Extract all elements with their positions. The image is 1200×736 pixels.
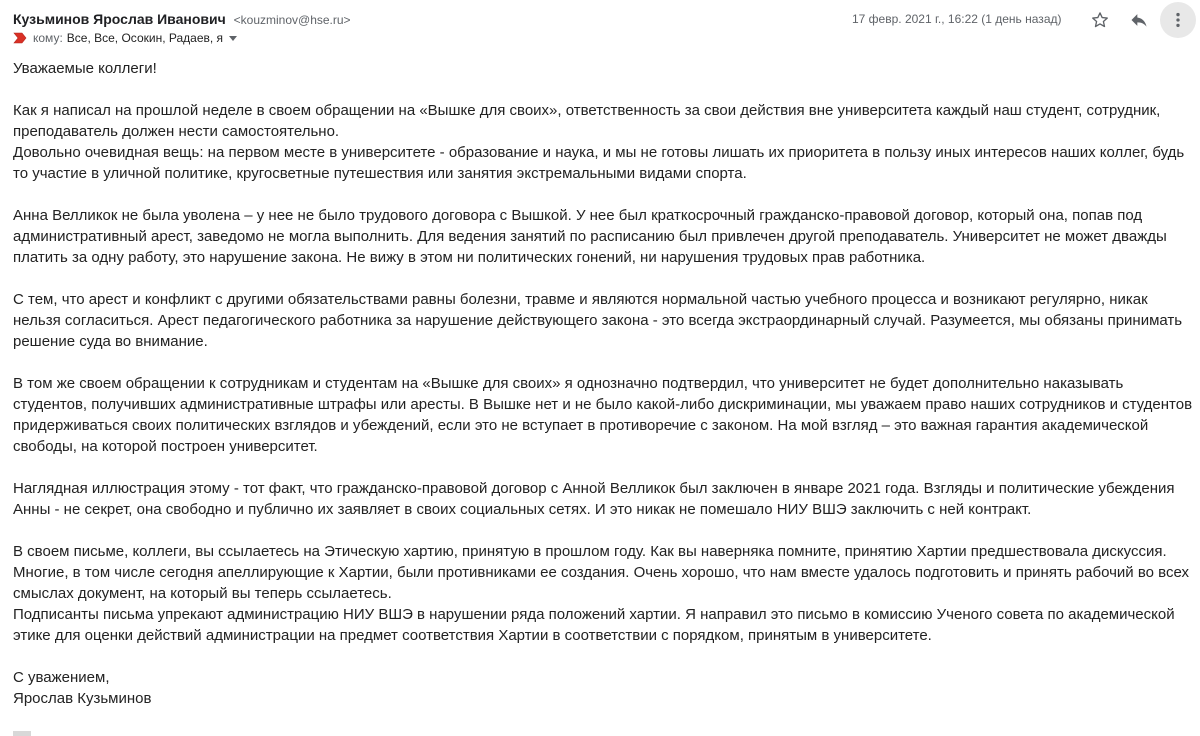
closing-text: С уважением, [13, 669, 110, 686]
paragraph [13, 100, 1193, 184]
attachment-edge [13, 731, 31, 736]
paragraph-line: Анны - не секрет, она свободно и публично их заявляет в своих социальных сетях. И это никак не помешало НИУ ВШЭ заключить с ней контракт. [13, 501, 1032, 518]
message-date: 17 февр. 2021 г., 16:22 (1 день назад) [852, 12, 1062, 26]
recipients-list: Все, Все, Осокин, Радаев, я [66, 31, 224, 45]
more-vertical-icon [1168, 10, 1188, 30]
paragraph-line: платить за одну работу, это нарушение закона. Не вижу в этом ни политических гонений, ни нарушения трудовых прав работника. [13, 249, 926, 266]
message-body [13, 58, 1193, 709]
sender-line [13, 10, 351, 29]
paragraph-line: студентов, получивших административные штрафы или аресты. В Вышке нет и не было какой-либо дискриминации, мы уважаем право наших сотрудников и студентов [13, 396, 1193, 413]
more-options-button[interactable] [1160, 2, 1196, 38]
paragraph-line: решение суда во внимание. [13, 333, 208, 350]
paragraph-line: Многие, в том числе сегодня апеллирующие к Хартии, были противниками ее создания. Очень хорошо, что нам вместе удалось подготовить и принять рабочий во всех [13, 564, 1189, 581]
signature-name: Ярослав Кузьминов [13, 690, 152, 707]
paragraph-line: административный арест, заведомо не могла выполнить. Для ведения занятий по расписанию был привлечен другой преподаватель. Университет не может дважды [13, 228, 1167, 245]
paragraph-line: Довольно очевидная вещь: на первом месте в университете - образование и наука, и мы не готовы лишать их приоритета в пользу иных интересов наших коллег, будь [13, 144, 1185, 161]
paragraph-line: то участие в уличной политике, кругосветные путешествия или занятия экстремальными видами спорта. [13, 165, 747, 182]
paragraph [13, 289, 1193, 352]
chevron-down-icon[interactable] [229, 36, 237, 41]
recipients-line [13, 30, 237, 46]
paragraph [13, 205, 1193, 268]
important-marker-icon[interactable] [13, 32, 27, 44]
star-button[interactable] [1084, 4, 1116, 36]
paragraph-line: этике для оценки действий администрации на предмет соответствия Хартии в соответствии с порядком, принятым в университете. [13, 627, 932, 644]
to-label: кому: [33, 31, 63, 45]
reply-button[interactable] [1123, 4, 1155, 36]
sender-name[interactable]: Кузьминов Ярослав Иванович [13, 11, 226, 27]
greeting [13, 58, 1193, 79]
message-header [0, 0, 1200, 52]
paragraph-line: свободы, на которой построен университет. [13, 438, 318, 455]
paragraph-line: Наглядная иллюстрация этому - тот факт, что гражданско-правовой договор с Анной Велликок был заключен в январе 2021 года. Взгляды и политические убеждения [13, 480, 1175, 497]
paragraph-line: В том же своем обращении к сотрудникам и студентам на «Вышке для своих» я однозначно подтвердил, что университет не будет дополнительно наказывать [13, 375, 1124, 392]
signature-block [13, 667, 1193, 709]
reply-icon [1129, 10, 1149, 30]
paragraph-line: Подписанты письма упрекают администрацию НИУ ВШЭ в нарушении ряда положений хартии. Я направил это письмо в комиссию Ученого совета по академической [13, 606, 1175, 623]
paragraph-line: В своем письме, коллеги, вы ссылаетесь на Этическую хартию, принятую в прошлом году. Как вы наверняка помните, принятию Хартии предшествовала дискуссия. [13, 543, 1167, 560]
paragraph-line: Анна Велликок не была уволена – у нее не было трудового договора с Вышкой. У нее был краткосрочный гражданско-правовой договор, который она, попав под [13, 207, 1143, 224]
paragraph-line: нельзя согласиться. Арест педагогического работника за нарушение действующего закона - это всегда экстраординарный случай. Разумеется, мы обязаны принимать [13, 312, 1183, 329]
paragraph-line: С тем, что арест и конфликт с другими обязательствами равны болезни, травме и являются нормальной частью учебного процесса и возникают регулярно, никак [13, 291, 1148, 308]
sender-email: <kouzminov@hse.ru> [233, 13, 351, 27]
paragraph [13, 541, 1193, 646]
star-icon [1090, 10, 1110, 30]
paragraph [13, 478, 1193, 520]
paragraph-line: придерживаться своих политических взглядов и убеждений, если это не вступает в противоречие с законом. На мой взгляд – это важная гарантия академической [13, 417, 1149, 434]
paragraph-line: смыслах документ, на который вы теперь ссылаетесь. [13, 585, 392, 602]
paragraph-line: преподаватель должен нести самостоятельно. [13, 123, 340, 140]
paragraph [13, 373, 1193, 457]
paragraph-line: Как я написал на прошлой неделе в своем обращении на «Вышке для своих», ответственность за свои действия вне университета каждый наш студент, сотрудник, [13, 102, 1161, 119]
greeting-text: Уважаемые коллеги! [13, 60, 157, 77]
